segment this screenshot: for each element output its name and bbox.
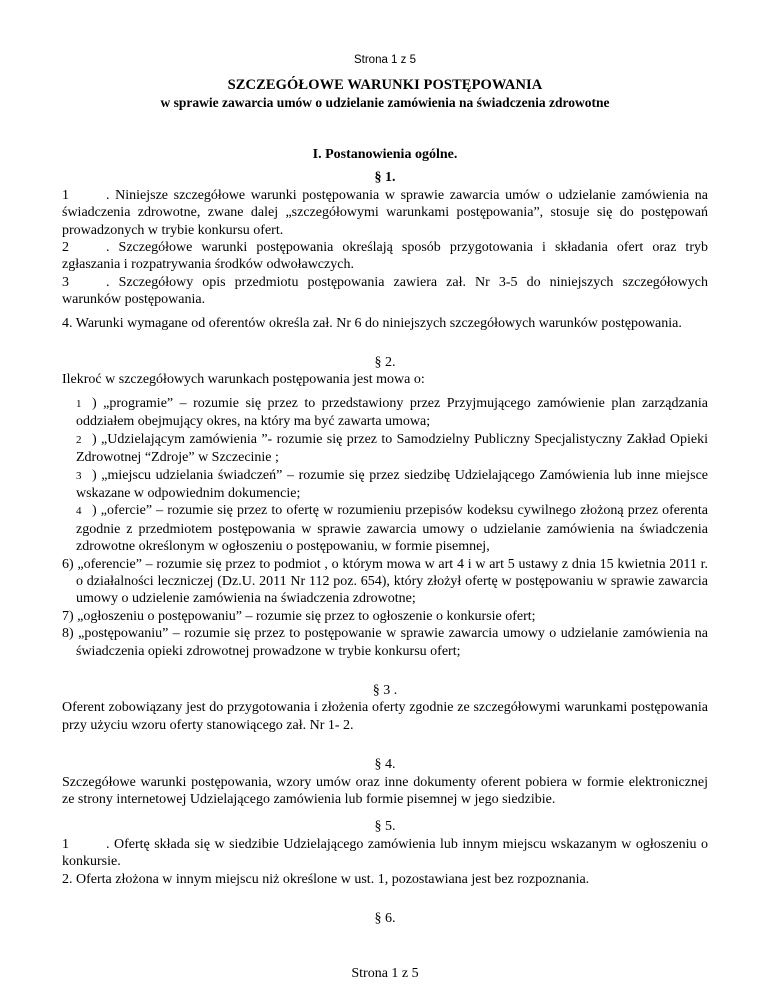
s2-item-6: 6) „oferencie” – rozumie się przez to podmiot , o którym mowa w art 4 i w art 5 ustawy z dnia 15 kwietnia 2011 r. o działalności leczniczej (Dz.U. 2011 Nr 112 poz. 654), który złożył ofertę w postępowaniu w sprawie zawarcia umowy o udzielenie zamówienia na świadczenia zdrowotne; [62, 556, 708, 607]
paragraph-mark-1: § 1. [374, 170, 396, 186]
s1-item-1: 1 . Niniejsze szczegółowe warunki postępowania w sprawie zawarcia umów o udzielanie zamówienia na świadczenia zdrowotne, zwane dalej „szczegółowymi warunkami postępowania”, stosuje się do postępowań prowadzonych w trybie konkursu ofert. [62, 187, 708, 238]
s3-text: Oferent zobowiązany jest do przygotowania i złożenia oferty zgodnie ze szczegółowymi warunkami postępowania przy użyciu wzoru oferty stanowiącego zał. Nr 1- 2. [62, 700, 708, 733]
s2-item-8: 8) „postępowaniu” – rozumie się przez to postępowanie w sprawie zawarcia umowy o udzielanie zamówienia na świadczenia opieki zdrowotnej prowadzone w trybie konkursu ofert; [62, 626, 708, 659]
section-heading: I. Postanowienia ogólne. [312, 147, 458, 162]
s2-item-4: 4 ) „ofercie” – rozumie się przez to ofertę w rozumieniu przepisów kodeksu cywilnego złożoną przez oferenta zgodnie z przedmiotem postępowania w sprawie zawarcia umowy o udzielanie zamówienia na świadczenia zdrowotne określonym w ogłoszeniu o postępowaniu, w formie pisemnej, [76, 503, 708, 555]
s1-item-4: 4. Warunki wymagane od oferentów określa zał. Nr 6 do niniejszych szczegółowych warunków postępowania. [62, 315, 682, 331]
paragraph-mark-6: § 6. [374, 911, 396, 927]
document-subtitle: w sprawie zawarcia umów o udzielanie zamówienia na świadczenia zdrowotne [160, 95, 610, 110]
paragraph-mark-3: § 3 . [372, 682, 398, 698]
page-header: Strona 1 z 5 [353, 54, 416, 66]
document-title: SZCZEGÓŁOWE WARUNKI POSTĘPOWANIA [227, 77, 543, 93]
document-body [62, 146, 708, 927]
s5-item-1: 1 . Ofertę składa się w siedzibie Udzielającego zamówienia lub innym miejscu wskazanym w ogłoszeniu o konkursie. [62, 836, 708, 870]
s2-item-2: 2 ) „Udzielającym zamówienia ”- rozumie się przez to Samodzielny Publiczny Specjalistyczny Zakład Opieki Zdrowotnej “Zdroje” w Szczecinie ; [76, 431, 708, 466]
s2-item-7: 7) „ogłoszeniu o postępowaniu” – rozumie się przez to ogłoszenie o konkursie ofert; [62, 608, 536, 624]
page-footer: Strona 1 z 5 [351, 966, 419, 981]
s4-text: Szczegółowe warunki postępowania, wzory umów oraz inne dokumenty oferent pobiera w formie elektronicznej ze strony internetowej Udzielającego zamówienia lub formie pisemnej w jego siedzibie. [62, 774, 708, 807]
s1-item-2: 2 . Szczegółowe warunki postępowania określają sposób przygotowania i składania ofert oraz tryb zgłaszania i rozpatrywania środków odwoławczych. [62, 240, 708, 273]
paragraph-mark-2: § 2. [374, 355, 396, 371]
paragraph-mark-4: § 4. [374, 757, 396, 773]
s2-item-3: 3 ) „miejscu udzielania świadczeń” – rozumie się przez siedzibę Udzielającego Zamówienia lub inne miejsce wskazane w odpowiednim dokumencie; [76, 467, 708, 501]
s5-item-2: 2. Oferta złożona w innym miejscu niż określone w ust. 1, pozostawiana jest bez rozpoznania. [62, 871, 590, 887]
s2-intro: Ilekroć w szczegółowych warunkach postępowania jest mowa o: [62, 372, 425, 388]
s2-item-1: 1 ) „programie” – rozumie się przez to przedstawiony przez Przyjmującego zamówienie plan zarządzania oddziałem obejmujący okres, na który ma być zawarta umowa; [76, 395, 708, 430]
s1-item-3: 3 . Szczegółowy opis przedmiotu postępowania zawiera zał. Nr 3-5 do niniejszych szczegółowych warunków postępowania. [62, 274, 708, 308]
paragraph-mark-5: § 5. [374, 819, 396, 835]
